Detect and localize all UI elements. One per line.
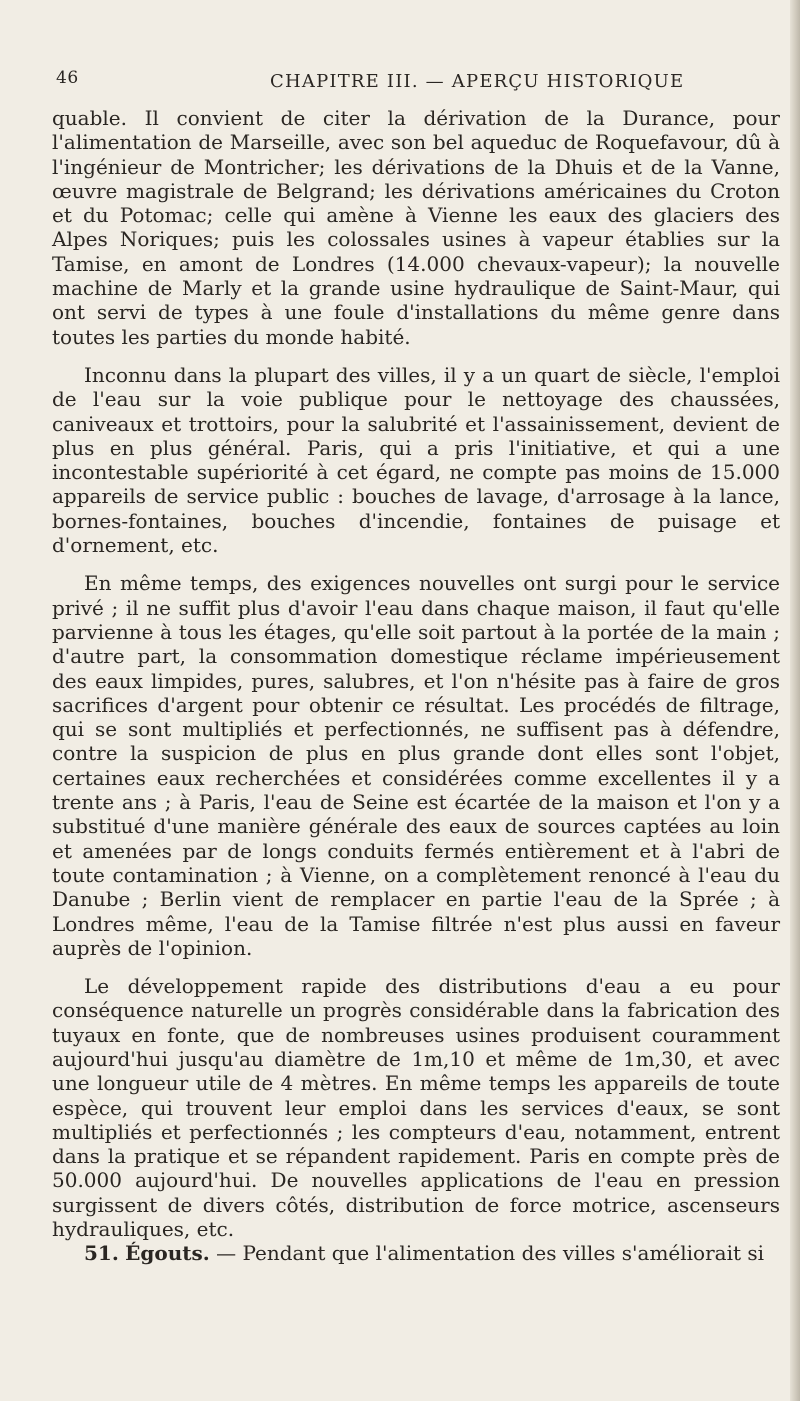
page-number: 46 [56,68,79,88]
paragraph-2: Inconnu dans la plupart des villes, il y a un quart de siècle, l'emploi de l'eau sur la voie publique pour le nettoyage des chaussées, caniveaux et trottoirs, pour la salubrité et l'assainissement, devient de plus en plus général. Paris, qui a pris l'initiative, et qui a une incontestable supériorité à cet égard, ne compte pas moins de 15.000 appareils de service public : bouches de lavage, d'arrosage à la lance, bornes-fontaines, bouches d'incendie, fontaines de puisage et d'ornement, etc. [52,362,780,558]
section-text: — Pendant que l'alimentation des villes s'améliorait si [209,1241,765,1266]
section-title: Égouts. [125,1241,210,1266]
page-edge-shadow [790,0,800,1401]
running-title: CHAPITRE III. — APERÇU HISTORIQUE [270,71,685,92]
body-text [52,106,780,1266]
page-header [50,68,785,98]
paragraph-4: Le développement rapide des distributions d'eau a eu pour conséquence naturelle un progrès considérable dans la fabrication des tuyaux en fonte, que de nombreuses usines produisent couramment aujourd'hui jusqu'au diamètre de 1m,10 et même de 1m,30, et avec une longueur utile de 4 mètres. En même temps les appareils de toute espèce, qui trouvent leur emploi dans les services d'eaux, se sont multipliés et perfectionnés ; les compteurs d'eau, notamment, entrent dans la pratique et se répandent rapidement. Paris en compte près de 50.000 aujourd'hui. De nouvelles applications de l'eau en pression surgissent de divers côtés, distribution de force motrice, ascenseurs hydrauliques, etc. [52,974,780,1242]
paragraph-3: En même temps, des exigences nouvelles ont surgi pour le service privé ; il ne suffit plus d'avoir l'eau dans chaque maison, il faut qu'elle parvienne à tous les étages, qu'elle soit partout à la portée de la main ; d'autre part, la consommation domestique réclame impérieusement des eaux limpides, pures, salubres, et l'on n'hésite pas à faire de gros sacrifices d'argent pour obtenir ce résultat. Les procédés de filtrage, qui se sont multipliés et perfectionnés, ne suffisent pas à défendre, contre la suspicion de plus en plus grande dont elles sont l'objet, certaines eaux recherchées et considérées comme excellentes il y a trente ans ; à Paris, l'eau de Seine est écartée de la maison et l'on y a substitué d'une manière générale des eaux de sources captées au loin et amenées par de longs conduits fermés entièrement et à l'abri de toute contamination ; à Vienne, on a complètement renoncé à l'eau du Danube ; Berlin vient de remplacer en partie l'eau de la Sprée ; à Londres même, l'eau de la Tamise filtrée n'est plus aussi en faveur auprès de l'opinion. [52,571,780,960]
section-paragraph [52,1241,780,1265]
paragraph-1: quable. Il convient de citer la dérivation de la Durance, pour l'alimentation de Marseille, avec son bel aqueduc de Roquefavour, dû à l'ingénieur de Montricher; les dérivations de la Dhuis et de la Vanne, œuvre magistrale de Belgrand; les dérivations américaines du Croton et du Potomac; celle qui amène à Vienne les eaux des glaciers des Alpes Noriques; puis les colossales usines à vapeur établies sur la Tamise, en amont de Londres (14.000 chevaux-vapeur); la nouvelle machine de Marly et la grande usine hydraulique de Saint-Maur, qui ont servi de types à une foule d'installations du même genre dans toutes les parties du monde habité. [52,106,780,349]
section-number: 51. [84,1241,119,1266]
